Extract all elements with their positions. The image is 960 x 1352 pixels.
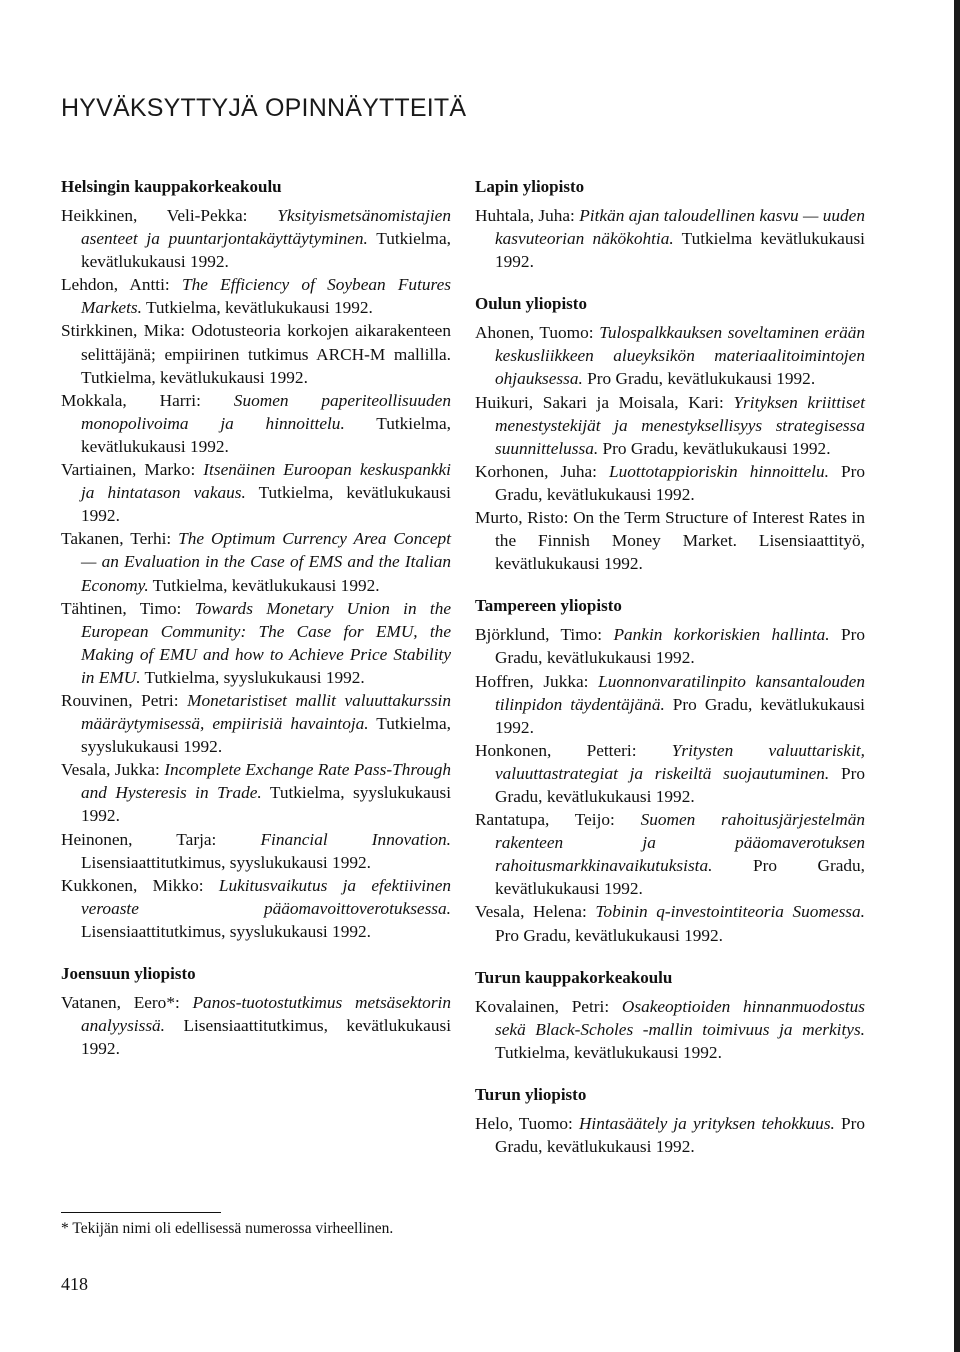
entry-title: Itsenäinen Euroopan keskuspankki ja hintatason vakaus.: [81, 460, 451, 503]
thesis-entry: [61, 273, 451, 319]
thesis-entry: [475, 506, 865, 575]
thesis-entry: [61, 319, 451, 388]
entry-details: Tutkielma, kevätlukukausi 1992.: [148, 575, 380, 595]
entry-details: Pro Gradu, kevätlukukausi 1992.: [495, 1113, 866, 1156]
left-column: [61, 176, 451, 1060]
section: [475, 1084, 865, 1158]
entry-author: Heinonen, Tarja:: [61, 829, 261, 849]
entry-details: Tutkielma, kevätlukukausi 1992.: [495, 1042, 722, 1062]
section-heading: Turun kauppakorkeakoulu: [475, 967, 673, 987]
thesis-entry: [475, 995, 865, 1064]
entry-details: Pro Gradu, kevätlukukausi 1992.: [495, 856, 865, 899]
entry-details: Tutkielma kevätlukukausi 1992.: [495, 229, 865, 272]
entry-author: Murto, Risto:: [475, 508, 574, 528]
entry-details: Pro Gradu, kevätlukukausi 1992.: [582, 369, 816, 389]
thesis-entry: [475, 670, 865, 739]
thesis-entry: [61, 389, 451, 458]
thesis-entry: [475, 808, 865, 900]
section-spacer: [475, 1064, 865, 1084]
entry-title: Lukitusvaikutus ja efektiivinen veroaste pääomavoittoverotuksessa.: [81, 875, 451, 918]
entry-details: Tutkielma, syyslukukausi 1992.: [81, 714, 451, 757]
entry-title: Pankin korkoriskien hallinta.: [613, 625, 830, 645]
section-spacer: [475, 575, 865, 595]
section-heading: Lapin yliopisto: [475, 177, 585, 196]
entry-title: Luonnonvaratilinpito kansantalouden tilinpidon täydentäjänä.: [495, 671, 865, 714]
thesis-entry: [475, 739, 865, 808]
entry-details: Pro Gradu, kevätlukukausi 1992.: [495, 461, 865, 504]
page-edge-border: [954, 0, 960, 1352]
entry-author: Korhonen, Juha:: [475, 461, 610, 481]
entry-title: The Optimum Currency Area Concept — an Evaluation in the Case of EMS and the Italian Economy.: [81, 529, 451, 595]
entry-author: Huhtala, Juha:: [475, 206, 580, 225]
section: [475, 293, 865, 575]
entry-details: Tutkielma, syyslukukausi 1992.: [81, 783, 451, 826]
entry-title: Osakeoptioiden hinnanmuodostus sekä Black-Scholes -mallin toimivuus ja merkitys.: [495, 996, 865, 1039]
entry-author: Vartiainen, Marko:: [61, 460, 204, 480]
section-spacer: [61, 943, 451, 963]
entry-author: Honkonen, Petteri:: [475, 740, 672, 760]
entry-details: Tutkielma, kevätlukukausi 1992.: [141, 298, 373, 318]
thesis-entry: [475, 900, 865, 946]
entry-details: Tutkielma, kevätlukukausi 1992.: [81, 413, 451, 456]
entry-title: Panos-tuotostutkimus metsäsektorin analyysissä.: [81, 993, 451, 1036]
footnote: * Tekijän nimi oli edellisessä numerossa virheellinen.: [61, 1220, 394, 1237]
thesis-entry: [475, 460, 865, 506]
page-number: 418: [61, 1274, 88, 1294]
thesis-entry: [61, 991, 451, 1060]
entry-author: Huikuri, Sakari ja Moisala, Kari:: [475, 392, 734, 412]
entry-title: Pitkän ajan taloudellinen kasvu — uuden kasvuteorian näkökohtia.: [495, 206, 865, 249]
entry-author: Takanen, Terhi:: [61, 529, 179, 549]
thesis-entry: [61, 527, 451, 596]
entry-author: Vesala, Helena:: [475, 902, 596, 922]
section: [61, 963, 451, 1060]
section: [475, 595, 865, 946]
section-heading: Turun yliopisto: [475, 1084, 587, 1104]
entry-author: Rantatupa, Teijo:: [475, 810, 641, 830]
entry-details: Odotusteoria korkojen aikarakenteen selittäjänä; empiirinen tutkimus ARCH-M mallilla. Tutkielma, kevätlukukausi 1992.: [81, 321, 451, 387]
entry-title: The Efficiency of Soybean Futures Markets.: [81, 275, 451, 318]
thesis-entry: [61, 458, 451, 527]
entry-title: Luottotappioriskin hinnoittelu.: [609, 461, 829, 481]
section: [475, 176, 865, 273]
entry-details: Lisensiaattitutkimus, syyslukukausi 1992.: [81, 852, 371, 872]
entry-title: Monetaristiset mallit valuuttakurssin määräytymisessä, empiirisiä havaintoja.: [81, 690, 452, 734]
entry-author: Kovalainen, Petri:: [475, 996, 622, 1016]
entry-title: Yksityismetsänomistajien asenteet ja puuntarjontakäyttäytyminen.: [81, 206, 451, 249]
entry-title: Incomplete Exchange Rate Pass-Through and Hysteresis in Trade.: [81, 760, 452, 803]
section-spacer: [475, 273, 865, 293]
entry-title: Yritysten valuuttariskit, valuuttastrategiat ja riskeiltä suojautuminen.: [495, 740, 866, 783]
entry-details: Tutkielma, kevätlukukausi 1992.: [81, 483, 451, 526]
entry-author: Kukkonen, Mikko:: [61, 875, 219, 895]
thesis-entry: [475, 321, 865, 390]
entry-title: Tulospalkkauksen soveltaminen erään keskusliikkeen alueyksikön materiaalitoimintojen ohjauksessa.: [495, 323, 865, 389]
thesis-entry: [61, 597, 451, 689]
entry-author: Vesala, Jukka:: [61, 760, 165, 780]
entry-author: Vatanen, Eero*:: [61, 993, 193, 1012]
section-heading: Oulun yliopisto: [475, 294, 587, 314]
entry-author: Ahonen, Tuomo:: [475, 323, 600, 343]
entry-author: Mokkala, Harri:: [61, 390, 234, 410]
entry-details: Tutkielma, syyslukukausi 1992.: [140, 667, 365, 687]
section: [61, 176, 451, 943]
entry-author: Rouvinen, Petri:: [61, 690, 188, 710]
entry-details: Pro Gradu, kevätlukukausi 1992.: [495, 763, 865, 806]
entry-author: Heikkinen, Veli-Pekka:: [61, 206, 278, 225]
thesis-entry: [61, 204, 451, 273]
entry-details: On the Term Structure of Interest Rates in the Finnish Money Market. Lisensiaattityö, kevätlukukausi 1992.: [495, 508, 865, 574]
entry-title: Suomen rahoitusjärjestelmän rakenteen ja pääomaverotuksen rahoitusmarkkinavaikutuksista.: [495, 810, 865, 876]
thesis-entry: [61, 874, 451, 943]
thesis-entry: [61, 828, 451, 874]
entry-title: Tobinin q-investointiteoria Suomessa.: [595, 902, 865, 922]
entry-author: Helo, Tuomo:: [475, 1113, 579, 1133]
entry-author: Tähtinen, Timo:: [61, 598, 195, 618]
section-heading: Joensuun yliopisto: [61, 964, 196, 983]
footnote-rule: [61, 1212, 221, 1213]
entry-title: Hintasäätely ja yrityksen tehokkuus.: [578, 1113, 835, 1133]
entry-author: Björklund, Timo:: [475, 625, 614, 645]
entry-title: Suomen paperiteollisuuden monopolivoima ja hinnoittelu.: [81, 390, 451, 433]
entry-details: Pro Gradu, kevätlukukausi 1992.: [495, 694, 865, 737]
thesis-entry: [61, 689, 451, 758]
page-title: HYVÄKSYTTYJÄ OPINNÄYTTEITÄ: [61, 94, 467, 122]
thesis-entry: [475, 204, 865, 273]
entry-author: Hoffren, Jukka:: [475, 671, 599, 691]
thesis-entry: [61, 758, 451, 827]
right-column: [475, 176, 865, 1158]
section-heading: Helsingin kauppakorkeakoulu: [61, 177, 282, 196]
thesis-entry: [475, 391, 865, 460]
entry-title: Towards Monetary Union in the European Community: The Case for EMU, the Making of EMU and how to Achieve Price Stability in EMU.: [81, 598, 451, 687]
entry-details: Tutkielma, kevätlukukausi 1992.: [81, 229, 451, 272]
section-heading: Tampereen yliopisto: [475, 596, 622, 616]
entry-details: Lisensiaattitutkimus, syyslukukausi 1992.: [81, 921, 371, 941]
entry-details: Lisensiaattitutkimus, kevätlukukausi 1992.: [81, 1016, 451, 1059]
entry-details: Pro Gradu, kevätlukukausi 1992.: [598, 438, 831, 458]
entry-title: Financial Innovation.: [260, 829, 451, 849]
section: [475, 967, 865, 1064]
entry-details: Pro Gradu, kevätlukukausi 1992.: [495, 925, 723, 945]
section-spacer: [475, 947, 865, 967]
thesis-entry: [475, 623, 865, 669]
entry-author: Stirkkinen, Mika:: [61, 321, 192, 341]
thesis-entry: [475, 1112, 865, 1158]
entry-title: Yrityksen kriittiset menestystekijät ja menestyksellisyys strategisessa suunnittelussa.: [495, 392, 865, 458]
entry-details: Pro Gradu, kevätlukukausi 1992.: [495, 625, 865, 668]
entry-author: Lehdon, Antti:: [61, 275, 182, 295]
